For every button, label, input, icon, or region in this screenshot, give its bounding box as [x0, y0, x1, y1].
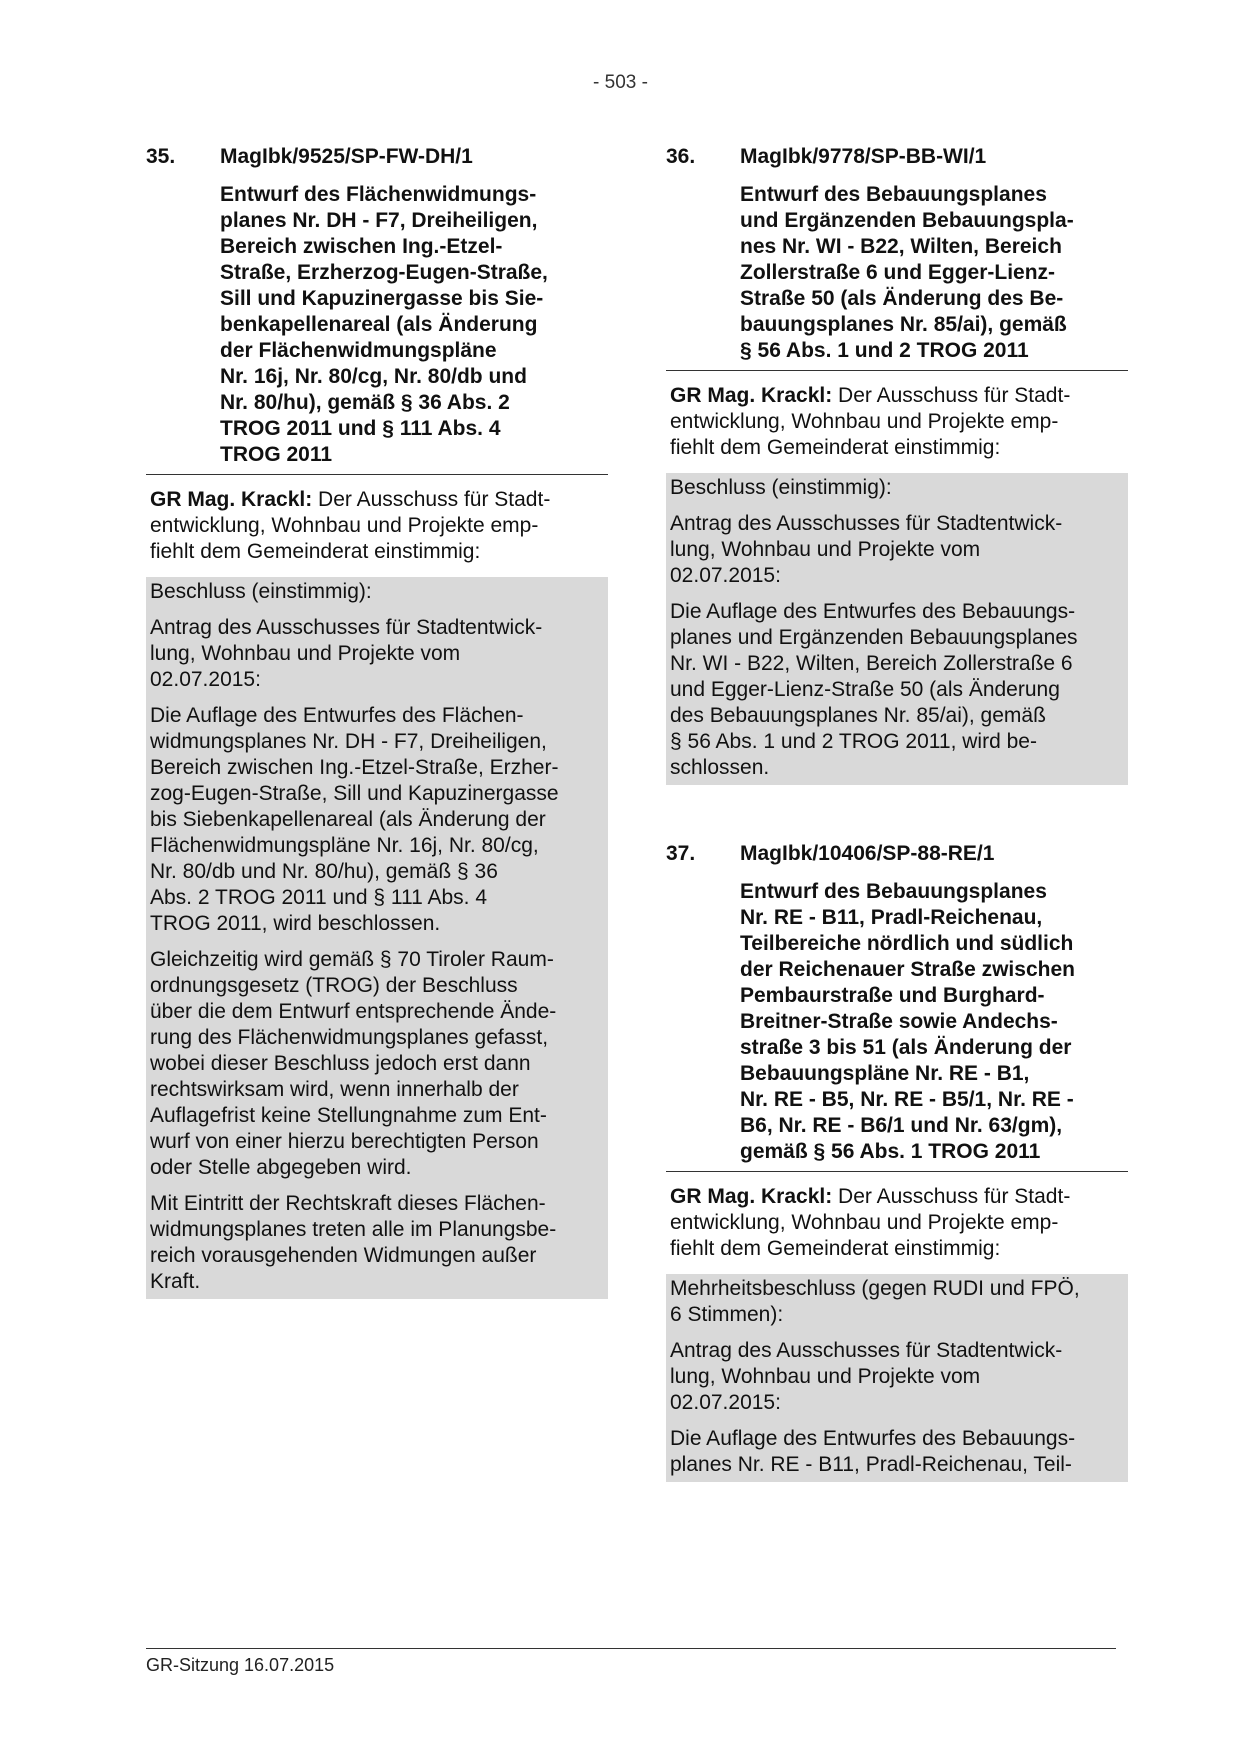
decision-paragraph: Gleichzeitig wird gemäß § 70 Tiroler Raum- ordnungsgesetz (TROG) der Beschluss über die dem Entwurf entsprechende Ände- rung des Flächenwidmungsplanes gefasst, wobei dieser Beschluss jedoch erst dann rechtswirksam wird, wenn innerhalb der Auflagefrist keine Stellungnahme zum Ent- wurf von einer hierzu berechtigten Person oder Stelle abgegeben wird.: [150, 948, 557, 1179]
decision-type: Mehrheitsbeschluss (gegen RUDI und FPÖ, 6 Stimmen):: [670, 1277, 1080, 1326]
right-column: [666, 144, 1128, 1482]
item-title: Entwurf des Flächenwidmungs- planes Nr. DH - F7, Dreiheiligen, Bereich zwischen Ing.-Etzel- Straße, Erzherzog-Eugen-Straße, Sill und Kapuzinergasse bis Sie- benkapellenareal (als Änderung der Flächenwidmungspläne Nr. 16j, Nr. 80/cg, Nr. 80/db und Nr. 80/hu), gemäß § 36 Abs. 2 TROG 2011 und § 111 Abs. 4 TROG 2011: [220, 183, 548, 466]
divider: [666, 1171, 1128, 1172]
decision-paragraph: Die Auflage des Entwurfes des Flächen- widmungsplanes Nr. DH - F7, Dreiheiligen, Bereich zwischen Ing.-Etzel-Straße, Erzher- zog-Eugen-Straße, Sill und Kapuzinergasse bis Siebenkapellenareal (als Änderung der Flächenwidmungspläne Nr. 16j, Nr. 80/cg, Nr. 80/db und Nr. 80/hu), gemäß § 36 Abs. 2 TROG 2011 und § 111 Abs. 4 TROG 2011, wird beschlossen.: [150, 704, 559, 935]
decision-paragraph: Antrag des Ausschusses für Stadtentwick- lung, Wohnbau und Projekte vom 02.07.2015:: [670, 512, 1063, 587]
speaker-text: Der Ausschuss für Stadt- entwicklung, Wohnbau und Projekte emp- fiehlt dem Gemeinderat einstimmig:: [150, 488, 551, 563]
speaker-name: GR Mag. Krackl:: [150, 488, 313, 511]
page-number: - 503 -: [593, 72, 648, 93]
item-heading: [666, 144, 1128, 170]
item-number: 37.: [666, 842, 696, 865]
decision-box: [666, 1274, 1128, 1482]
item-number: 35.: [146, 145, 176, 168]
decision-type: Beschluss (einstimmig):: [150, 580, 372, 603]
divider: [146, 474, 608, 475]
speaker-name: GR Mag. Krackl:: [670, 384, 833, 407]
speaker-name: GR Mag. Krackl:: [670, 1185, 833, 1208]
item-number: 36.: [666, 145, 696, 168]
item-code: MagIbk/9525/SP-FW-DH/1: [220, 145, 473, 168]
divider: [666, 370, 1128, 371]
decision-paragraph: Die Auflage des Entwurfes des Bebauungs- planes Nr. RE - B11, Pradl-Reichenau, Teil-: [670, 1427, 1076, 1476]
item-heading: [146, 144, 608, 170]
speaker-text: Der Ausschuss für Stadt- entwicklung, Wohnbau und Projekte emp- fiehlt dem Gemeinderat einstimmig:: [670, 1185, 1071, 1260]
decision-paragraph: Antrag des Ausschusses für Stadtentwick- lung, Wohnbau und Projekte vom 02.07.2015:: [670, 1339, 1063, 1414]
speaker-statement: [670, 383, 1124, 461]
decision-paragraph: Mit Eintritt der Rechtskraft dieses Flächen- widmungsplanes treten alle im Planungsbe- reich vorausgehenden Widmungen außer Kraft.: [150, 1192, 557, 1293]
item-code: MagIbk/10406/SP-88-RE/1: [740, 842, 995, 865]
agenda-item-35: [146, 144, 608, 1299]
item-title: Entwurf des Bebauungsplanes und Ergänzenden Bebauungspla- nes Nr. WI - B22, Wilten, Bereich Zollerstraße 6 und Egger-Lienz- Straße 50 (als Änderung des Be- bauungsplanes Nr. 85/ai), gemäß § 56 Abs. 1 und 2 TROG 2011: [740, 183, 1074, 362]
decision-paragraph: Antrag des Ausschusses für Stadtentwick- lung, Wohnbau und Projekte vom 02.07.2015:: [150, 616, 543, 691]
item-heading: [666, 841, 1128, 867]
decision-box: [666, 473, 1128, 785]
speaker-statement: [670, 1184, 1124, 1262]
item-title: Entwurf des Bebauungsplanes Nr. RE - B11, Pradl-Reichenau, Teilbereiche nördlich und südlich der Reichenauer Straße zwischen Pembaurstraße und Burghard- Breitner-Straße sowie Andechs- straße 3 bis 51 (als Änderung der Bebauungspläne Nr. RE - B1, Nr. RE - B5, Nr. RE - B5/1, Nr. RE - B6, Nr. RE - B6/1 und Nr. 63/gm), gemäß § 56 Abs. 1 TROG 2011: [740, 880, 1075, 1163]
agenda-item-36: [666, 144, 1128, 785]
agenda-item-37: [666, 841, 1128, 1482]
page-footer: GR-Sitzung 16.07.2015: [146, 1648, 1116, 1676]
left-column: [146, 144, 608, 1299]
speaker-statement: [150, 487, 604, 565]
decision-type: Beschluss (einstimmig):: [670, 476, 892, 499]
decision-paragraph: Die Auflage des Entwurfes des Bebauungs- planes und Ergänzenden Bebauungsplanes Nr. WI - B22, Wilten, Bereich Zollerstraße 6 und Egger-Lienz-Straße 50 (als Änderung des Bebauungsplanes Nr. 85/ai), gemäß § 56 Abs. 1 und 2 TROG 2011, wird be- schlossen.: [670, 600, 1078, 779]
decision-box: [146, 577, 608, 1299]
item-code: MagIbk/9778/SP-BB-WI/1: [740, 145, 987, 168]
speaker-text: Der Ausschuss für Stadt- entwicklung, Wohnbau und Projekte emp- fiehlt dem Gemeinderat einstimmig:: [670, 384, 1071, 459]
